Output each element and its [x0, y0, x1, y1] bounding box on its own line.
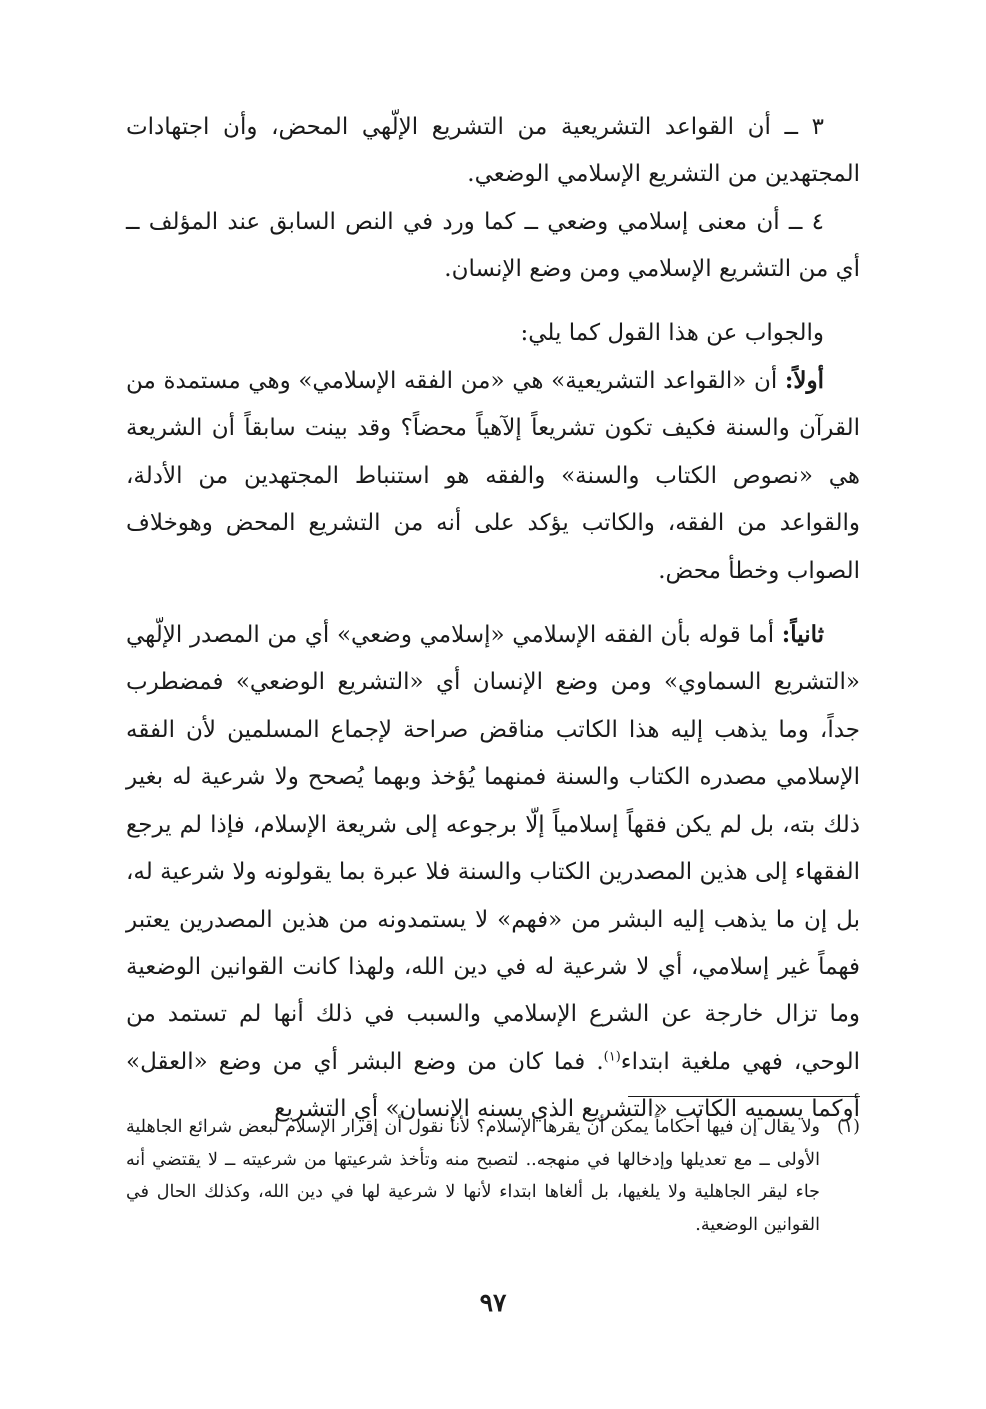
- paragraph-item-4: ٤ ــ أن معنى إسلامي وضعي ــ كما ورد في النص السابق عند المؤلف ــ أي من التشريع الإسلامي ومن وضع الإنسان.: [126, 208, 860, 283]
- second-text: أما قوله بأن الفقه الإسلامي «إسلامي وضعي» أي من المصدر الإلّهي «التشريع السماوي» ومن وضع الإنسان أي «التشريع الوضعي» فمضطرب جداً، وما يذهب إليه هذا الكاتب مناقض صراحة لإجماع المسلمين لأن الفقه الإسلامي مصدره الكتاب والسنة فمنهما يُؤخذ وبهما يُصحح ولا شرعية له بغير ذلك بته، بل لم يكن فقهاً إسلامياً إلّا برجوعه إلى شريعة الإسلام، فإذا لم يرجع الفقهاء إلى هذين المصدرين الكتاب والسنة فلا عبرة بما يقولونه ولا شرعية له، بل إن ما يذهب إليه البشر من «فهم» لا يستمدونه من هذين المصدرين يعتبر فهماً غير إسلامي، أي لا شرعية له في دين الله، ولهذا كانت القوانين الوضعية وما تزال خارجة عن الشرع الإسلامي والسبب في ذلك أنها لم تستمد من الوحي، فهي ملغية ابتداء: [126, 622, 860, 1075]
- footnote-separator: [628, 1096, 860, 1097]
- footnote-text: ولا يقال إن فيها أحكاماً يمكن أن يقرها الإسلام؟ لأنا نقول أن إقرار الإسلام لبعض شرائع الجاهلية الأولى ــ مع تعديلها وإدخالها في منهجه.. لتصبح منه وتأخذ شرعيتها من شرعيته ــ لا يقتضي أنه جاء ليقر الجاهلية ولا يلغيها، بل ألغاها ابتداء لأنها لا شرعية لها في دين الله، وكذلك الحال في القوانين الوضعية.: [126, 1117, 820, 1235]
- first-lead: أولاً:: [784, 367, 824, 395]
- main-text: [126, 104, 860, 1134]
- footnote-number: (١): [836, 1117, 860, 1137]
- footnote-1: [126, 1111, 860, 1241]
- first-text: أن «القواعد التشريعية» هي «من الفقه الإسلامي» وهي مستمدة من القرآن والسنة فكيف تكون تشريعاً إلآهياً محضاً؟ وقد بينت سابقاً أن الشريعة هي «نصوص الكتاب والسنة» والفقه هو استنباط المجتهدين من الأدلة، والقواعد من الفقه، والكاتب يؤكد على أنه من التشريع المحض وهوخلاف الصواب وخطأ محض.: [126, 368, 860, 584]
- page-number: ٩٧: [479, 1288, 507, 1317]
- paragraph-first: [126, 357, 860, 595]
- paragraph-item-3: ٣ ــ أن القواعد التشريعية من التشريع الإلّهي المحض، وأن اجتهادات المجتهدين من التشريع الإسلامي الوضعي.: [126, 114, 860, 188]
- paragraph-answer-intro: والجواب عن هذا القول كما يلي:: [520, 319, 824, 346]
- footnotes: [126, 1111, 860, 1241]
- second-lead: ثانياً:: [781, 621, 824, 649]
- footnote-reference[interactable]: (١): [603, 1049, 621, 1065]
- paragraph-second: [126, 611, 860, 1133]
- second-text-after: . فما كان من وضع البشر أي من وضع «العقل» أوكما يسميه الكاتب «التشريع الذي يسنه الإنسان» أي التشريع: [126, 1048, 860, 1123]
